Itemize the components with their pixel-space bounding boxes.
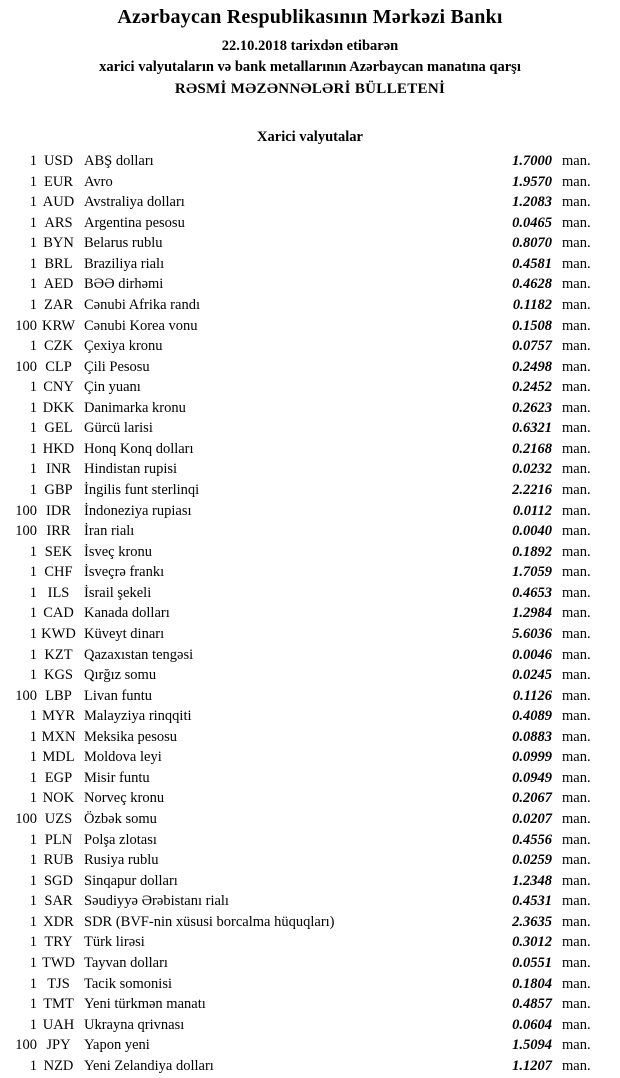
rate-value: 0.0883 (512, 728, 552, 745)
unit-label: man. (562, 934, 591, 951)
rate-row (0, 830, 620, 851)
currency-code: CLP (45, 358, 72, 375)
rate-row (0, 932, 620, 953)
unit-label: man. (562, 543, 591, 560)
currency-code: NZD (43, 1057, 74, 1074)
rate-value: 0.0949 (512, 769, 552, 786)
unit-label: man. (562, 153, 591, 169)
currency-code: TWD (41, 954, 75, 971)
unit-label: man. (562, 235, 591, 252)
nominal-value: 1 (29, 173, 37, 190)
currency-code: GEL (44, 420, 73, 437)
nominal-value: 1 (29, 625, 37, 642)
rate-value: 1.2083 (512, 194, 552, 211)
nominal-value: 1 (29, 276, 37, 293)
rate-value: 1.2984 (512, 605, 552, 622)
currency-code: ILS (47, 584, 70, 601)
rate-row (0, 706, 620, 727)
rate-value: 0.4581 (512, 255, 552, 272)
rate-value: 0.0245 (512, 667, 552, 684)
currency-code: AUD (42, 194, 75, 211)
rate-value: 0.4857 (512, 996, 552, 1013)
unit-label: man. (562, 872, 591, 889)
rate-value: 2.2216 (512, 482, 552, 498)
rate-value: 0.4556 (512, 831, 552, 848)
currency-code: USD (43, 153, 73, 169)
bulletin-header (0, 5, 620, 99)
rate-value: 0.6321 (512, 420, 552, 437)
nominal-value: 1 (29, 893, 37, 910)
rate-row (0, 891, 620, 912)
nominal-value: 1 (29, 379, 37, 396)
rate-value: 0.0112 (512, 502, 552, 519)
currency-name: Polşa zlotası (84, 831, 157, 848)
nominal-value: 1 (29, 338, 37, 355)
rate-value: 0.0999 (512, 749, 552, 766)
nominal-value: 100 (15, 317, 37, 334)
unit-label: man. (562, 625, 591, 642)
currency-name: İran rialı (84, 523, 135, 540)
currency-code: UZS (44, 811, 73, 827)
currency-name: Danimarka kronu (84, 399, 186, 416)
nominal-value: 1 (29, 1057, 37, 1074)
rate-row (0, 850, 620, 871)
nominal-value: 1 (29, 790, 37, 807)
nominal-value: 100 (15, 358, 37, 375)
currency-code: SEK (44, 543, 73, 560)
nominal-value: 100 (15, 687, 37, 704)
nominal-value: 1 (29, 605, 37, 622)
currency-code: BYN (43, 235, 74, 252)
currency-name: Braziliya rialı (84, 255, 165, 272)
currency-name: İsveçrə frankı (84, 564, 165, 581)
currency-code: NOK (42, 790, 75, 807)
rate-row (0, 233, 620, 254)
unit-label: man. (562, 811, 591, 827)
rate-row (0, 871, 620, 892)
rate-row (0, 377, 620, 398)
currency-code: RUB (43, 852, 74, 869)
currency-name: Gürcü larisi (84, 420, 153, 437)
rate-value: 0.2452 (512, 379, 552, 396)
rate-row (0, 994, 620, 1015)
unit-label: man. (562, 728, 591, 745)
currency-name: Argentina pesosu (84, 214, 185, 231)
currency-name: Moldova leyi (84, 749, 162, 766)
rate-row (0, 439, 620, 460)
currency-code: SAR (44, 893, 73, 910)
unit-label: man. (562, 379, 591, 396)
currency-code: KWD (41, 625, 76, 642)
rate-value: 0.0757 (512, 338, 552, 355)
rate-row (0, 562, 620, 583)
currency-name: ABŞ dolları (84, 153, 154, 169)
nominal-value: 1 (29, 296, 37, 313)
unit-label: man. (562, 194, 591, 211)
nominal-value: 1 (29, 399, 37, 416)
bank-title: Azərbaycan Respublikasının Mərkəzi Bankı (117, 6, 503, 28)
rate-value: 0.1508 (512, 317, 552, 334)
unit-label: man. (562, 482, 591, 498)
unit-label: man. (562, 584, 591, 601)
nominal-value: 100 (15, 523, 37, 540)
currency-name: Qazaxıstan tengəsi (84, 646, 194, 663)
currency-name: İngilis funt sterlinqi (84, 482, 200, 498)
currency-code: HKD (42, 440, 75, 457)
unit-label: man. (562, 564, 591, 581)
currency-name: Belarus rublu (84, 235, 163, 252)
unit-label: man. (562, 502, 591, 519)
unit-label: man. (562, 749, 591, 766)
currency-name: İndoneziya rupiası (84, 502, 192, 519)
nominal-value: 1 (29, 153, 37, 169)
rate-row (0, 788, 620, 809)
unit-label: man. (562, 461, 591, 478)
rate-row (0, 418, 620, 439)
currency-code: KZT (44, 646, 73, 663)
currency-name: Hindistan rupisi (84, 461, 178, 478)
rate-value: 0.0551 (512, 954, 552, 971)
rate-row (0, 254, 620, 275)
nominal-value: 100 (15, 502, 37, 519)
rate-row (0, 459, 620, 480)
nominal-value: 1 (29, 769, 37, 786)
nominal-value: 1 (29, 872, 37, 889)
rate-value: 0.4089 (512, 708, 552, 725)
unit-label: man. (562, 1016, 591, 1033)
currency-code: MXN (41, 728, 76, 745)
nominal-value: 1 (29, 749, 37, 766)
unit-label: man. (562, 769, 591, 786)
unit-label: man. (562, 975, 591, 992)
currency-name: Kanada dolları (84, 605, 170, 622)
unit-label: man. (562, 440, 591, 457)
currency-name: Səudiyyə Ərəbistanı rialı (84, 893, 229, 910)
rate-value: 0.2067 (512, 790, 552, 807)
rate-value: 0.1892 (512, 543, 552, 560)
nominal-value: 1 (29, 934, 37, 951)
currency-name: Malayziya rinqqiti (84, 708, 192, 725)
currency-code: ARS (44, 214, 73, 231)
currency-code: SGD (43, 872, 73, 889)
currency-code: EUR (44, 173, 73, 190)
rate-row (0, 357, 620, 378)
nominal-value: 1 (29, 728, 37, 745)
currency-code: TRY (44, 934, 73, 951)
rate-value: 0.0046 (512, 646, 552, 663)
unit-label: man. (562, 338, 591, 355)
nominal-value: 1 (29, 831, 37, 848)
nominal-value: 1 (29, 975, 37, 992)
rate-row (0, 603, 620, 624)
rate-row (0, 974, 620, 995)
currency-name: Tacik somonisi (84, 975, 172, 992)
currency-code: CAD (43, 605, 74, 622)
unit-label: man. (562, 913, 591, 930)
currency-code: MDL (42, 749, 75, 766)
currency-name: Çili Pesosu (84, 358, 150, 375)
unit-label: man. (562, 790, 591, 807)
unit-label: man. (562, 1037, 591, 1054)
rate-value: 0.0465 (512, 214, 552, 231)
rate-row (0, 953, 620, 974)
rate-value: 0.8070 (512, 235, 552, 252)
rate-row (0, 912, 620, 933)
rate-value: 5.6036 (512, 625, 552, 642)
currency-name: Livan funtu (84, 687, 153, 704)
currency-code: UAH (42, 1016, 75, 1033)
rate-value: 0.1126 (512, 687, 552, 704)
unit-label: man. (562, 852, 591, 869)
nominal-value: 1 (29, 996, 37, 1013)
currency-code: CNY (43, 379, 74, 396)
currency-name: Meksika pesosu (84, 728, 178, 745)
currency-code: XDR (43, 913, 74, 930)
unit-label: man. (562, 1057, 591, 1074)
rate-value: 1.5094 (512, 1037, 552, 1054)
unit-label: man. (562, 296, 591, 313)
rate-row (0, 521, 620, 542)
rate-row (0, 1035, 620, 1056)
rate-row (0, 213, 620, 234)
rate-value: 0.0604 (512, 1016, 552, 1033)
currency-code: AED (43, 276, 74, 293)
currency-name: Qırğız somu (84, 667, 157, 684)
currency-name: İsveç kronu (84, 543, 153, 560)
currency-name: Tayvan dolları (84, 954, 168, 971)
currency-code: INR (46, 461, 71, 478)
currency-name: Yeni türkmən manatı (84, 996, 206, 1013)
rate-row (0, 316, 620, 337)
rate-value: 0.2498 (512, 358, 552, 375)
currency-code: KGS (43, 667, 73, 684)
rate-row (0, 480, 620, 501)
currency-name: SDR (BVF-nin xüsusi borcalma hüquqları) (84, 913, 335, 930)
nominal-value: 1 (29, 564, 37, 581)
rate-row (0, 1056, 620, 1077)
rate-row (0, 624, 620, 645)
rate-value: 0.3012 (512, 934, 552, 951)
nominal-value: 1 (29, 461, 37, 478)
rate-value: 0.0259 (512, 852, 552, 869)
rate-value: 0.2168 (512, 440, 552, 457)
rate-row (0, 192, 620, 213)
currency-code: TJS (47, 975, 70, 992)
rate-row (0, 686, 620, 707)
nominal-value: 1 (29, 584, 37, 601)
unit-label: man. (562, 214, 591, 231)
currency-name: Ukrayna qrivnası (84, 1016, 185, 1033)
currency-name: Cənubi Afrika randı (84, 296, 200, 313)
exchange-rates-table (0, 151, 620, 1076)
nominal-value: 1 (29, 214, 37, 231)
unit-label: man. (562, 667, 591, 684)
currency-name: Çin yuanı (84, 379, 141, 396)
subject-line: xarici valyutaların və bank metallarının Azərbaycan manatına qarşı (99, 59, 521, 75)
unit-label: man. (562, 708, 591, 725)
section-title-foreign-currencies: Xarici valyutalar (257, 129, 363, 145)
nominal-value: 1 (29, 708, 37, 725)
currency-code: CHF (44, 564, 73, 581)
effective-date-line: 22.10.2018 tarixdən etibarən (221, 38, 399, 54)
nominal-value: 1 (29, 420, 37, 437)
unit-label: man. (562, 523, 591, 540)
rate-value: 1.9570 (512, 173, 552, 190)
rate-value: 0.1804 (512, 975, 552, 992)
currency-name: Misir funtu (84, 769, 150, 786)
unit-label: man. (562, 317, 591, 334)
rate-value: 1.2348 (512, 872, 552, 889)
currency-code: PLN (44, 831, 73, 848)
unit-label: man. (562, 358, 591, 375)
rate-row (0, 151, 620, 172)
nominal-value: 1 (29, 913, 37, 930)
rate-value: 0.4531 (512, 893, 552, 910)
currency-code: CZK (44, 338, 73, 355)
bulletin-page (0, 5, 620, 1078)
unit-label: man. (562, 893, 591, 910)
currency-name: Honq Konq dolları (84, 440, 194, 457)
rate-value: 0.1182 (512, 296, 552, 313)
currency-name: Avro (84, 173, 113, 190)
currency-name: BƏƏ dirhəmi (84, 276, 164, 293)
rate-value: 1.1207 (512, 1057, 552, 1074)
currency-name: Sinqapur dolları (84, 872, 178, 889)
nominal-value: 100 (15, 1037, 37, 1054)
nominal-value: 1 (29, 194, 37, 211)
nominal-value: 1 (29, 235, 37, 252)
currency-code: MYR (41, 708, 76, 725)
currency-name: Çexiya kronu (84, 338, 163, 355)
rate-value: 0.4653 (512, 584, 552, 601)
rate-row (0, 768, 620, 789)
currency-code: IDR (46, 502, 71, 519)
currency-code: JPY (46, 1037, 71, 1054)
rate-row (0, 747, 620, 768)
currency-code: ZAR (44, 296, 73, 313)
nominal-value: 1 (29, 543, 37, 560)
rate-row (0, 295, 620, 316)
currency-name: Avstraliya dolları (84, 194, 185, 211)
rate-value: 0.2623 (512, 399, 552, 416)
unit-label: man. (562, 646, 591, 663)
nominal-value: 1 (29, 852, 37, 869)
rate-row (0, 645, 620, 666)
rate-row (0, 665, 620, 686)
currency-code: LBP (45, 687, 72, 704)
unit-label: man. (562, 255, 591, 272)
nominal-value: 1 (29, 954, 37, 971)
rate-row (0, 172, 620, 193)
rate-value: 0.4628 (512, 276, 552, 293)
nominal-value: 1 (29, 667, 37, 684)
unit-label: man. (562, 687, 591, 704)
rate-value: 0.0207 (512, 811, 552, 827)
currency-name: Türk lirəsi (84, 934, 145, 951)
bulletin-title: RƏSMİ MƏZƏNNƏLƏRİ BÜLLETENİ (174, 81, 446, 97)
currency-code: BRL (44, 255, 73, 272)
rate-row (0, 336, 620, 357)
unit-label: man. (562, 420, 591, 437)
nominal-value: 100 (15, 811, 37, 827)
currency-name: Yeni Zelandiya dolları (84, 1057, 214, 1074)
currency-name: İsrail şekeli (84, 584, 152, 601)
unit-label: man. (562, 831, 591, 848)
rate-row (0, 501, 620, 522)
currency-code: EGP (44, 769, 73, 786)
rate-row (0, 1015, 620, 1036)
currency-code: DKK (42, 399, 75, 416)
rate-row (0, 809, 620, 830)
currency-code: KRW (41, 317, 76, 334)
currency-code: IRR (46, 523, 71, 540)
rate-value: 1.7059 (512, 564, 552, 581)
currency-code: TMT (43, 996, 74, 1013)
unit-label: man. (562, 996, 591, 1013)
rate-row (0, 727, 620, 748)
unit-label: man. (562, 605, 591, 622)
rate-row (0, 398, 620, 419)
rate-row (0, 274, 620, 295)
nominal-value: 1 (29, 482, 37, 498)
nominal-value: 1 (29, 1016, 37, 1033)
nominal-value: 1 (29, 440, 37, 457)
currency-name: Yapon yeni (84, 1037, 150, 1054)
unit-label: man. (562, 276, 591, 293)
currency-name: Norveç kronu (84, 790, 165, 807)
rate-value: 1.7000 (512, 153, 552, 169)
currency-name: Küveyt dinarı (84, 625, 165, 642)
rate-row (0, 542, 620, 563)
currency-name: Cənubi Korea vonu (84, 317, 198, 334)
nominal-value: 1 (29, 646, 37, 663)
unit-label: man. (562, 173, 591, 190)
currency-name: Rusiya rublu (84, 852, 159, 869)
currency-code: GBP (44, 482, 73, 498)
rate-value: 0.0232 (512, 461, 552, 478)
rate-row (0, 583, 620, 604)
nominal-value: 1 (29, 255, 37, 272)
currency-name: Özbək somu (84, 811, 157, 827)
rate-value: 0.0040 (512, 523, 552, 540)
unit-label: man. (562, 399, 591, 416)
rate-value: 2.3635 (512, 913, 552, 930)
unit-label: man. (562, 954, 591, 971)
